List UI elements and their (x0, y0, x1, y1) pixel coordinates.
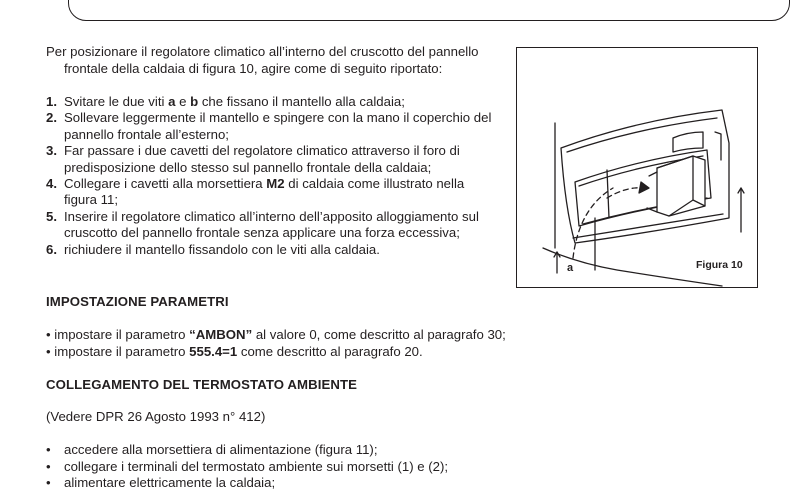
step-number: 1. (46, 94, 57, 109)
parameters-list (46, 327, 506, 360)
step-item (46, 242, 498, 258)
bullet: • (46, 442, 51, 457)
instruction-steps (46, 94, 498, 258)
section-heading-thermostat: COLLEGAMENTO DEL TERMOSTATO AMBIENTE (46, 377, 358, 392)
boiler-illustration (517, 48, 757, 287)
step-item (46, 143, 498, 176)
regulation-reference: (Vedere DPR 26 Agosto 1993 n° 412) (46, 409, 266, 424)
intro-line-2: frontale della caldaia di figura 10, agire come di seguito riportato: (64, 61, 443, 76)
bullet: • (46, 475, 51, 490)
section-heading-parameters: IMPOSTAZIONE PARAMETRI (46, 294, 229, 309)
list-item: • accedere alla morsettiera di alimentazione (figura 11); (46, 442, 378, 457)
step-number: 4. (46, 176, 57, 192)
list-item: • alimentare elettricamente la caldaia; (46, 475, 276, 490)
step-number: 2. (46, 110, 57, 126)
list-item: • impostare il parametro 555.4=1 come descritto al paragrafo 20. (46, 343, 423, 359)
step-number: 3. (46, 143, 57, 159)
figure-caption: Figura 10 (696, 259, 743, 271)
step-number: 5. (46, 208, 57, 224)
step-item (46, 110, 498, 143)
list-item: • collegare i terminali del termostato ambiente sui morsetti (1) e (2); (46, 458, 449, 474)
step-text: richiudere il mantello fissandolo con le viti alla caldaia. (64, 241, 380, 257)
figure-10 (516, 47, 758, 288)
step-number: 6. (46, 241, 57, 257)
list-item: • impostare il parametro “AMBON” al valore 0, come descritto al paragrafo 30; (46, 327, 506, 342)
bullet: • (46, 343, 51, 359)
step-text: Sollevare leggermente il mantello e spingere con la mano il coperchio del pannello frontale all’esterno; (64, 110, 492, 142)
step-text: Far passare i due cavetti del regolatore climatico attraverso il foro di predisposizione dello stesso sul pannello frontale della caldaia; (64, 143, 460, 175)
step-text: Inserire il regolatore climatico all’interno dell’apposito alloggiamento sul cruscotto del pannello frontale senza applicare una forza eccessiva; (64, 208, 479, 241)
step-item: 1. Svitare le due viti a e b che fissano il mantello alla caldaia; (46, 94, 405, 109)
header-frame (68, 0, 790, 21)
screw-label-a: a (567, 262, 574, 274)
bullet: • (46, 327, 51, 342)
thermostat-list (46, 442, 448, 492)
intro-line-1: Per posizionare il regolatore climatico all’interno del cruscotto del pannello (46, 44, 479, 59)
intro-paragraph (46, 43, 496, 77)
bullet: • (46, 458, 51, 474)
step-item (46, 209, 498, 242)
step-item: 4. Collegare i cavetti alla morsettiera M2 di caldaia come illustrato nella figura 11; (46, 176, 465, 208)
